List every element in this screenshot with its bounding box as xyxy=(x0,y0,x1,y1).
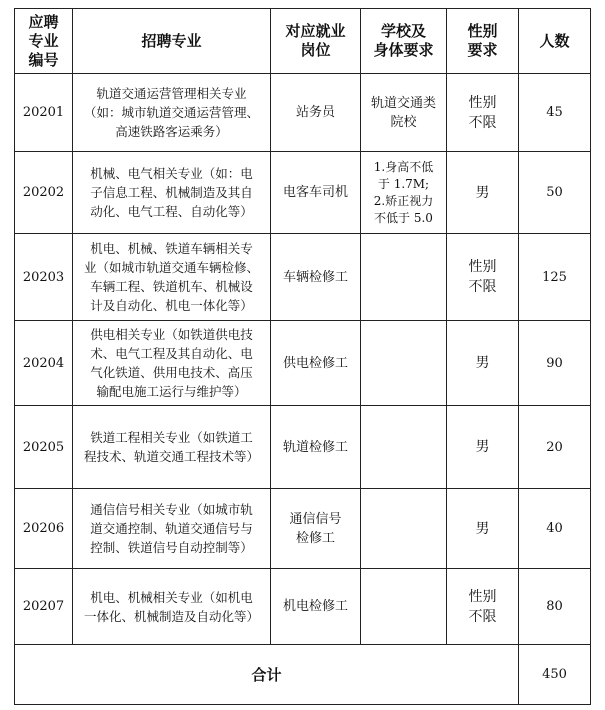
cell-gender: 男 xyxy=(447,152,519,234)
cell-post: 通信信号 检修工 xyxy=(271,489,361,569)
cell-gender: 男 xyxy=(447,489,519,569)
cell-code: 20202 xyxy=(15,152,73,234)
cell-gender: 男 xyxy=(447,406,519,489)
cell-requirement xyxy=(361,569,447,645)
header-count: 人数 xyxy=(519,9,591,74)
cell-code: 20207 xyxy=(15,569,73,645)
cell-count: 125 xyxy=(519,234,591,321)
cell-major: 机械、电气相关专业（如：电 子信息工程、机械制造及其自 动化、电气工程、自动化等） xyxy=(73,152,271,234)
recruitment-table xyxy=(14,8,591,705)
header-post: 对应就业 岗位 xyxy=(271,9,361,74)
cell-requirement: 1.身高不低 于 1.7M; 2.矫正视力 不低于 5.0 xyxy=(361,152,447,234)
cell-major: 通信信号相关专业（如城市轨 道交通控制、轨道交通信号与 控制、铁道信号自动控制等） xyxy=(73,489,271,569)
cell-major: 铁道工程相关专业（如铁道工 程技术、轨道交通工程技术等） xyxy=(73,406,271,489)
table-row xyxy=(15,569,591,645)
cell-gender: 性别 不限 xyxy=(447,569,519,645)
header-row xyxy=(15,9,591,74)
header-code: 应聘 专业 编号 xyxy=(15,9,73,74)
cell-count: 80 xyxy=(519,569,591,645)
cell-major: 轨道交通运营管理相关专业 （如：城市轨道交通运营管理、 高速铁路客运乘务） xyxy=(73,74,271,152)
table-row xyxy=(15,406,591,489)
cell-code: 20203 xyxy=(15,234,73,321)
total-label: 合计 xyxy=(15,645,519,705)
table-row xyxy=(15,152,591,234)
cell-post: 站务员 xyxy=(271,74,361,152)
cell-major: 机电、机械、铁道车辆相关专 业（如城市轨道交通车辆检修、 车辆工程、铁道机车、机械设 计及自动化、机电一体化等） xyxy=(73,234,271,321)
table-row xyxy=(15,234,591,321)
cell-count: 90 xyxy=(519,321,591,406)
header-gender: 性别 要求 xyxy=(447,9,519,74)
table-row xyxy=(15,74,591,152)
cell-requirement: 轨道交通类 院校 xyxy=(361,74,447,152)
total-count: 450 xyxy=(519,645,591,705)
cell-code: 20204 xyxy=(15,321,73,406)
header-requirement: 学校及 身体要求 xyxy=(361,9,447,74)
table-row xyxy=(15,489,591,569)
cell-post: 车辆检修工 xyxy=(271,234,361,321)
cell-major: 供电相关专业（如铁道供电技 术、电气工程及其自动化、电 气化铁道、供用电技术、高压 输配电施工运行与维护等） xyxy=(73,321,271,406)
cell-gender: 性别 不限 xyxy=(447,74,519,152)
cell-post: 机电检修工 xyxy=(271,569,361,645)
cell-gender: 性别 不限 xyxy=(447,234,519,321)
cell-count: 40 xyxy=(519,489,591,569)
cell-post: 轨道检修工 xyxy=(271,406,361,489)
cell-post: 电客车司机 xyxy=(271,152,361,234)
cell-requirement xyxy=(361,234,447,321)
table-row xyxy=(15,321,591,406)
cell-count: 20 xyxy=(519,406,591,489)
cell-gender: 男 xyxy=(447,321,519,406)
cell-requirement xyxy=(361,321,447,406)
cell-count: 45 xyxy=(519,74,591,152)
total-row xyxy=(15,645,591,705)
cell-count: 50 xyxy=(519,152,591,234)
cell-code: 20206 xyxy=(15,489,73,569)
header-major: 招聘专业 xyxy=(73,9,271,74)
cell-major: 机电、机械相关专业（如机电 一体化、机械制造及自动化等） xyxy=(73,569,271,645)
cell-post: 供电检修工 xyxy=(271,321,361,406)
cell-requirement xyxy=(361,406,447,489)
cell-requirement xyxy=(361,489,447,569)
cell-code: 20201 xyxy=(15,74,73,152)
cell-code: 20205 xyxy=(15,406,73,489)
